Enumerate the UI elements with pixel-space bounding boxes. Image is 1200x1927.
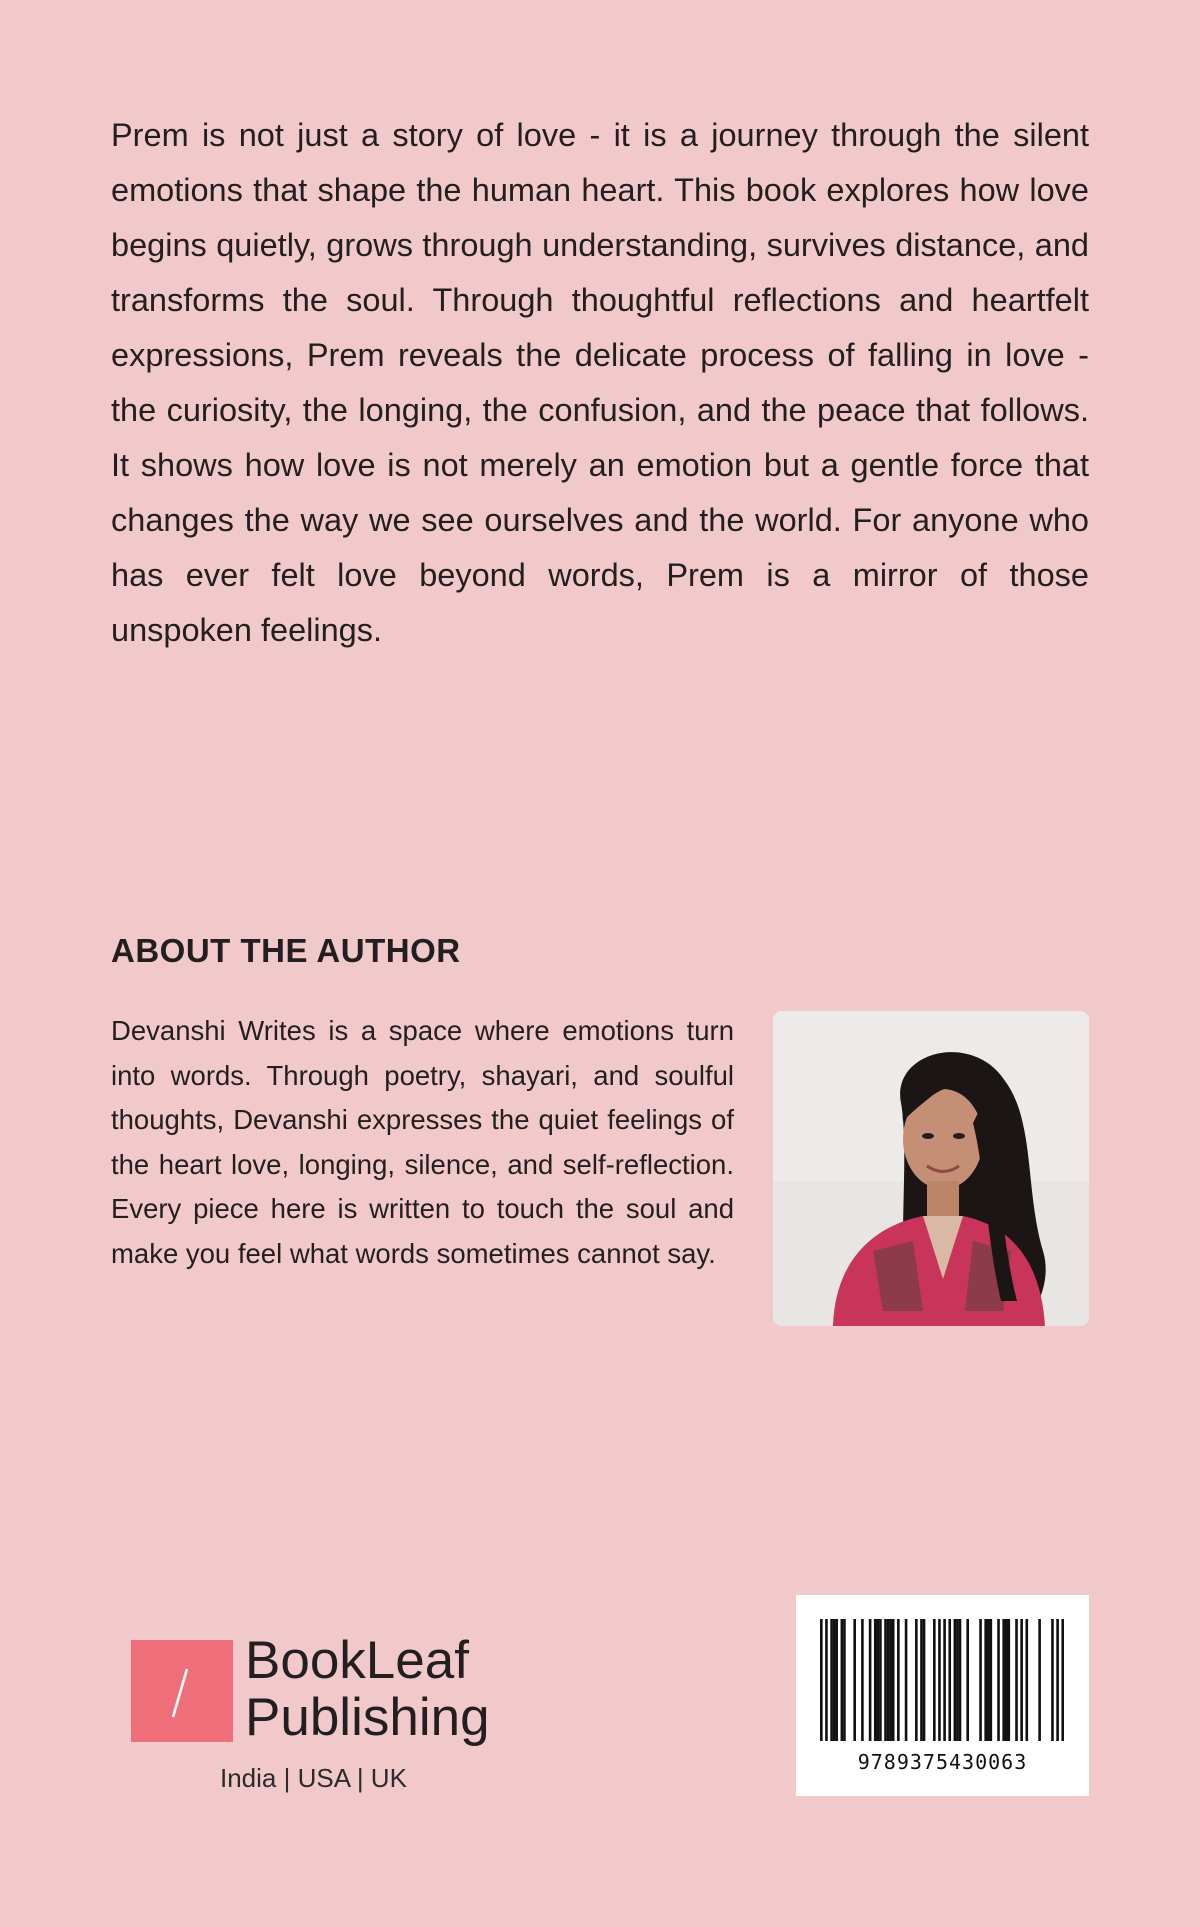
barcode-bars <box>820 1619 1064 1741</box>
barcode-bar <box>887 1619 890 1741</box>
barcode-bar <box>997 1619 1000 1741</box>
slash-logo-icon <box>131 1640 233 1742</box>
barcode-bar <box>943 1619 946 1741</box>
barcode-bar <box>889 1619 892 1741</box>
barcode-bar <box>1038 1619 1041 1741</box>
publisher-logo <box>131 1631 531 1795</box>
barcode-bar <box>979 1619 982 1741</box>
barcode-bar <box>833 1619 836 1741</box>
barcode-bar <box>841 1619 844 1741</box>
barcode-bar <box>959 1619 962 1741</box>
barcode-bar <box>879 1619 882 1741</box>
barcode-bar <box>984 1619 987 1741</box>
barcode-bar <box>915 1619 918 1741</box>
barcode-bar <box>830 1619 833 1741</box>
publisher-name-line1: BookLeaf <box>245 1631 469 1690</box>
barcode-bar <box>853 1619 856 1741</box>
barcode-bar <box>884 1619 887 1741</box>
about-author-heading: ABOUT THE AUTHOR <box>111 932 461 969</box>
isbn-number: 9789375430063 <box>857 1750 1028 1774</box>
barcode-bar <box>1015 1619 1018 1741</box>
publisher-locations: India | USA | UK <box>220 1763 407 1793</box>
barcode-bar <box>1025 1619 1028 1741</box>
barcode-bar <box>938 1619 941 1741</box>
book-blurb: Prem is not just a story of love - it is a journey through the silent emotions that shape the human heart. This book explores how love begins quietly, grows through understanding, survives distance, and transforms the soul. Through thoughtful reflections and heartfelt expressions, Prem reveals the delicate process of falling in love - the curiosity, the longing, the confusion, and the peace that follows. It shows how love is not merely an emotion but a gentle force that changes the way we see ourselves and the world. For anyone who has ever felt love beyond words, Prem is a mirror of those unspoken feelings. <box>111 117 1089 648</box>
barcode-bar <box>835 1619 838 1741</box>
author-photo <box>773 1011 1089 1326</box>
barcode-bar <box>920 1619 923 1741</box>
barcode-bar <box>1020 1619 1023 1741</box>
publisher-name-line2: Publishing <box>245 1688 490 1747</box>
barcode-bar <box>892 1619 895 1741</box>
barcode-bar <box>861 1619 864 1741</box>
barcode-bar <box>905 1619 908 1741</box>
barcode-bar <box>825 1619 828 1741</box>
barcode-bar <box>966 1619 969 1741</box>
barcode-bar <box>869 1619 872 1741</box>
isbn-barcode <box>796 1595 1089 1796</box>
barcode-bar <box>877 1619 880 1741</box>
barcode-bar <box>897 1619 900 1741</box>
barcode-bar <box>843 1619 846 1741</box>
barcode-bar <box>987 1619 990 1741</box>
about-author-text: Devanshi Writes is a space where emotions turn into words. Through poetry, shayari, and soulful thoughts, Devanshi expresses the quiet feelings of the heart love, longing, silence, and self-reflection. Every piece here is written to touch the soul and make you feel what words sometimes cannot say. <box>111 1015 734 1269</box>
barcode-bar <box>820 1619 823 1741</box>
barcode-bar <box>948 1619 951 1741</box>
barcode-bar <box>1002 1619 1005 1741</box>
barcode-bar <box>990 1619 993 1741</box>
barcode-bar <box>1056 1619 1059 1741</box>
barcode-bar <box>954 1619 957 1741</box>
barcode-bar <box>874 1619 877 1741</box>
barcode-bar <box>956 1619 959 1741</box>
barcode-bar <box>933 1619 936 1741</box>
barcode-bar <box>1051 1619 1054 1741</box>
barcode-bar <box>1007 1619 1010 1741</box>
barcode-bar <box>1005 1619 1008 1741</box>
barcode-bar <box>923 1619 926 1741</box>
barcode-bar <box>1061 1619 1064 1741</box>
